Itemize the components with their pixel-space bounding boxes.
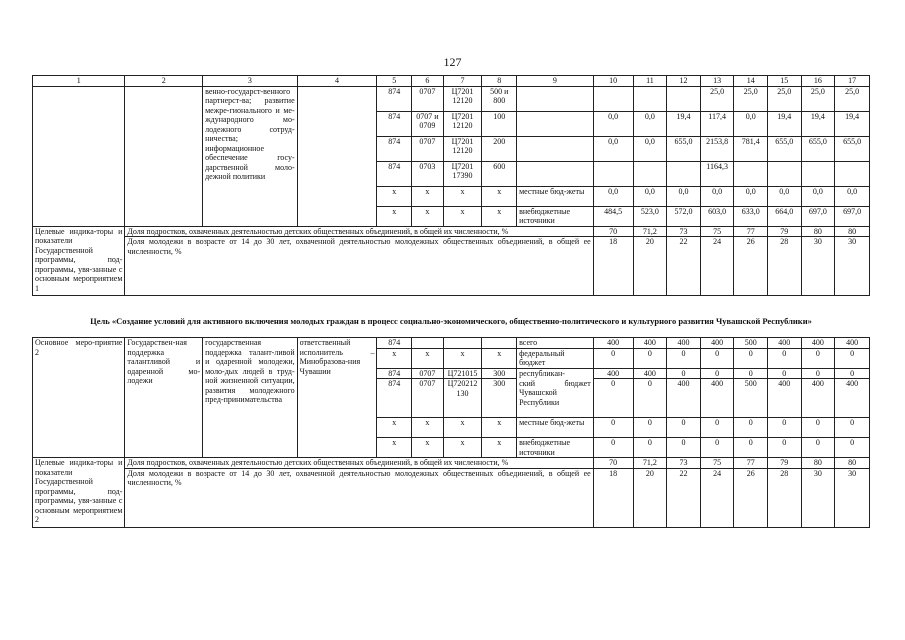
budget-value: 0707 bbox=[412, 86, 444, 111]
empty-cell bbox=[125, 86, 203, 226]
header-cell: 1 bbox=[33, 76, 125, 87]
funding-source: местные бюд-жеты bbox=[517, 418, 594, 438]
indicator-value: 80 bbox=[835, 226, 870, 237]
budget-value: 0707 bbox=[412, 136, 444, 161]
budget-value: x bbox=[377, 438, 412, 458]
indicator-value: 28 bbox=[768, 237, 802, 296]
indicator-value: 75 bbox=[700, 458, 734, 469]
budget-value bbox=[667, 86, 701, 111]
indicator-value: 20 bbox=[633, 237, 667, 296]
budget-value: 300 bbox=[482, 368, 517, 379]
empty-cell bbox=[297, 86, 377, 226]
budget-value: 0707 bbox=[412, 368, 444, 379]
budget-value: x bbox=[443, 348, 482, 368]
header-cell: 6 bbox=[412, 76, 444, 87]
indicator-value: 24 bbox=[700, 237, 734, 296]
budget-value bbox=[633, 161, 667, 186]
budget-value: 0,0 bbox=[700, 186, 734, 206]
header-cell: 15 bbox=[768, 76, 802, 87]
budget-value: 0,0 bbox=[593, 186, 633, 206]
funding-source: внебюджетные источники bbox=[517, 438, 594, 458]
budget-value: x bbox=[443, 418, 482, 438]
budget-value bbox=[593, 161, 633, 186]
indicator-value: 71,2 bbox=[633, 458, 667, 469]
header-cell: 13 bbox=[700, 76, 734, 87]
budget-value: 572,0 bbox=[667, 206, 701, 226]
page-number: 127 bbox=[443, 55, 462, 69]
budget-value: 0 bbox=[700, 348, 734, 368]
indicator-value: 79 bbox=[768, 226, 802, 237]
budget-value: 0 bbox=[593, 418, 633, 438]
budget-value: Ц7201 12120 bbox=[443, 111, 482, 136]
budget-value: 0 bbox=[633, 348, 667, 368]
budget-value: x bbox=[482, 438, 517, 458]
budget-value: 0 bbox=[734, 418, 768, 438]
budget-value: 603,0 bbox=[700, 206, 734, 226]
budget-value: x bbox=[412, 206, 444, 226]
budget-value: 2153,8 bbox=[700, 136, 734, 161]
budget-value: 25,0 bbox=[768, 86, 802, 111]
indicator-value: 77 bbox=[734, 458, 768, 469]
indicator-value: 20 bbox=[633, 468, 667, 527]
funding-source bbox=[517, 161, 594, 186]
budget-value: 874 bbox=[377, 161, 412, 186]
indicator-value: 73 bbox=[667, 458, 701, 469]
budget-value: 400 bbox=[801, 338, 835, 349]
budget-value bbox=[482, 338, 517, 349]
budget-value: 300 bbox=[482, 379, 517, 418]
indicator-text: Доля молодежи в возрасте от 14 до 30 лет, охваченной деятельностью молодежных общественных объединений, в общей ее численности, % bbox=[125, 468, 593, 527]
budget-value: x bbox=[377, 186, 412, 206]
budget-value: 0,0 bbox=[667, 186, 701, 206]
budget-table-measure-2 bbox=[32, 337, 870, 528]
indicator-value: 71,2 bbox=[633, 226, 667, 237]
measure-name: Основное меро-приятие 2 bbox=[33, 338, 125, 458]
budget-value: 874 bbox=[377, 111, 412, 136]
header-cell: 3 bbox=[203, 76, 298, 87]
funding-source: местные бюд-жеты bbox=[517, 186, 594, 206]
indicator-value: 75 bbox=[700, 226, 734, 237]
budget-value: 0 bbox=[768, 348, 802, 368]
budget-value: 0 bbox=[835, 438, 870, 458]
budget-value: 0,0 bbox=[734, 111, 768, 136]
budget-value: x bbox=[482, 348, 517, 368]
budget-value: 0 bbox=[633, 379, 667, 418]
budget-value: 400 bbox=[700, 338, 734, 349]
budget-value: 0,0 bbox=[633, 136, 667, 161]
budget-value: 400 bbox=[835, 379, 870, 418]
funding-source: ский бюджет Чувашской Республики bbox=[517, 379, 594, 418]
budget-value: 484,5 bbox=[593, 206, 633, 226]
funding-source bbox=[517, 86, 594, 111]
budget-value: 655,0 bbox=[835, 136, 870, 161]
budget-value: 0 bbox=[801, 418, 835, 438]
budget-value: 0 bbox=[633, 438, 667, 458]
indicator-value: 73 bbox=[667, 226, 701, 237]
budget-value: 400 bbox=[801, 379, 835, 418]
budget-value: 781,4 bbox=[734, 136, 768, 161]
indicator-value: 30 bbox=[835, 468, 870, 527]
budget-value: 0,0 bbox=[734, 186, 768, 206]
header-row bbox=[33, 76, 870, 87]
indicator-value: 24 bbox=[700, 468, 734, 527]
budget-value bbox=[801, 161, 835, 186]
budget-value: 19,4 bbox=[667, 111, 701, 136]
budget-value: x bbox=[377, 206, 412, 226]
budget-value: 200 bbox=[482, 136, 517, 161]
indicator-label: Целевые индика-торы и показатели Государственной программы, под-программы, увя-занные с основным мероприятием 1 bbox=[33, 226, 125, 296]
indicator-row bbox=[33, 468, 870, 527]
indicator-value: 80 bbox=[801, 226, 835, 237]
budget-value: 664,0 bbox=[768, 206, 802, 226]
funding-source bbox=[517, 136, 594, 161]
budget-value: 0 bbox=[593, 438, 633, 458]
budget-value: x bbox=[443, 206, 482, 226]
budget-value bbox=[667, 161, 701, 186]
budget-value: 0 bbox=[667, 438, 701, 458]
indicator-value: 30 bbox=[801, 468, 835, 527]
budget-value bbox=[633, 86, 667, 111]
budget-value: x bbox=[443, 186, 482, 206]
header-cell: 11 bbox=[633, 76, 667, 87]
budget-value: 874 bbox=[377, 368, 412, 379]
budget-value bbox=[443, 338, 482, 349]
budget-value: 25,0 bbox=[835, 86, 870, 111]
budget-value: 0 bbox=[801, 438, 835, 458]
budget-value: 0 bbox=[700, 418, 734, 438]
budget-value bbox=[835, 161, 870, 186]
budget-value: 0 bbox=[734, 348, 768, 368]
indicator-value: 80 bbox=[835, 458, 870, 469]
budget-value: 0 bbox=[801, 368, 835, 379]
budget-value: 0 bbox=[734, 368, 768, 379]
budget-value: x bbox=[412, 438, 444, 458]
goal-heading: Цель «Создание условий для активного включения молодых граждан в процесс социально-экономического, общественно-политического и культурного развития Чувашской Республики» bbox=[90, 316, 812, 326]
budget-value bbox=[593, 86, 633, 111]
budget-value: 0707 и 0709 bbox=[412, 111, 444, 136]
budget-value: x bbox=[482, 186, 517, 206]
budget-value: 655,0 bbox=[667, 136, 701, 161]
budget-value: x bbox=[482, 418, 517, 438]
indicator-value: 30 bbox=[801, 237, 835, 296]
budget-value: 0 bbox=[835, 348, 870, 368]
budget-value: 0 bbox=[593, 348, 633, 368]
budget-value: 697,0 bbox=[801, 206, 835, 226]
indicator-text: Доля подростков, охваченных деятельностью детских общественных объединений, в общей их численности, % bbox=[125, 458, 593, 469]
budget-value: x bbox=[412, 418, 444, 438]
indicator-value: 70 bbox=[593, 226, 633, 237]
budget-value: 0 bbox=[667, 418, 701, 438]
budget-value: 19,4 bbox=[835, 111, 870, 136]
budget-value: 523,0 bbox=[633, 206, 667, 226]
budget-value: 500 bbox=[734, 379, 768, 418]
indicator-value: 26 bbox=[734, 468, 768, 527]
measure-description: государственная поддержка талант-ливой и одаренной молодежи, моло-дых людей в труд-ной жизненной ситуации, развития молодежного пред-принимательства bbox=[203, 338, 298, 458]
budget-value: 400 bbox=[593, 338, 633, 349]
budget-value: 0,0 bbox=[593, 111, 633, 136]
budget-value: 1164,3 bbox=[700, 161, 734, 186]
budget-value: 0,0 bbox=[801, 186, 835, 206]
budget-value: Ц7201 17390 bbox=[443, 161, 482, 186]
budget-value: 400 bbox=[667, 379, 701, 418]
budget-value: 0 bbox=[801, 348, 835, 368]
header-cell: 12 bbox=[667, 76, 701, 87]
header-cell: 2 bbox=[125, 76, 203, 87]
funding-source: всего bbox=[517, 338, 594, 349]
budget-value: Ц7201 12120 bbox=[443, 86, 482, 111]
budget-value bbox=[412, 338, 444, 349]
indicator-value: 22 bbox=[667, 468, 701, 527]
indicator-row bbox=[33, 226, 870, 237]
budget-value: 400 bbox=[667, 338, 701, 349]
budget-value bbox=[768, 161, 802, 186]
budget-table-continuation bbox=[32, 75, 870, 296]
budget-value: 25,0 bbox=[700, 86, 734, 111]
budget-value: 25,0 bbox=[801, 86, 835, 111]
responsible-executor: ответственный исполнитель – Минобразова-ния Чувашии bbox=[297, 338, 377, 458]
budget-value: x bbox=[377, 418, 412, 438]
budget-value: 19,4 bbox=[801, 111, 835, 136]
indicator-text: Доля подростков, охваченных деятельностью детских общественных объединений, в общей их численности, % bbox=[125, 226, 593, 237]
indicator-value: 70 bbox=[593, 458, 633, 469]
funding-source bbox=[517, 111, 594, 136]
indicator-row bbox=[33, 237, 870, 296]
funding-source: республикан- bbox=[517, 368, 594, 379]
budget-value: 0 bbox=[734, 438, 768, 458]
budget-value: 600 bbox=[482, 161, 517, 186]
budget-value: 633,0 bbox=[734, 206, 768, 226]
budget-value: 655,0 bbox=[801, 136, 835, 161]
budget-value: 0 bbox=[768, 368, 802, 379]
budget-value: 400 bbox=[633, 368, 667, 379]
budget-row bbox=[33, 338, 870, 349]
budget-value: 400 bbox=[768, 338, 802, 349]
budget-value: 400 bbox=[835, 338, 870, 349]
budget-value: 0 bbox=[633, 418, 667, 438]
budget-value: x bbox=[482, 206, 517, 226]
funding-source: федеральный бюджет bbox=[517, 348, 594, 368]
indicator-value: 22 bbox=[667, 237, 701, 296]
measure-description: венно-государст-венного партнерст-ва; развитие межре-гионального и ме-ждународного мо-лодежного сотруд-ничества; информационное обеспечение госу-дарственной моло-дежной политики bbox=[203, 86, 298, 226]
indicator-value: 30 bbox=[835, 237, 870, 296]
header-cell: 4 bbox=[297, 76, 377, 87]
budget-value bbox=[734, 161, 768, 186]
budget-value: 500 и 800 bbox=[482, 86, 517, 111]
header-cell: 7 bbox=[443, 76, 482, 87]
budget-value: 25,0 bbox=[734, 86, 768, 111]
budget-value: 0707 bbox=[412, 379, 444, 418]
budget-value: 0,0 bbox=[633, 111, 667, 136]
budget-value: 100 bbox=[482, 111, 517, 136]
budget-value: Ц721015 bbox=[443, 368, 482, 379]
budget-value: 0 bbox=[835, 418, 870, 438]
indicator-value: 80 bbox=[801, 458, 835, 469]
indicator-value: 18 bbox=[593, 237, 633, 296]
header-cell: 16 bbox=[801, 76, 835, 87]
budget-value: 874 bbox=[377, 379, 412, 418]
budget-value: 400 bbox=[768, 379, 802, 418]
budget-value: 19,4 bbox=[768, 111, 802, 136]
budget-value: 400 bbox=[633, 338, 667, 349]
budget-value: x bbox=[443, 438, 482, 458]
header-cell: 8 bbox=[482, 76, 517, 87]
measure-title: Государствен-ная поддержка талантливой и одаренной мо-лодежи bbox=[125, 338, 203, 458]
indicator-label: Целевые индика-торы и показатели Государственной программы, под-программы, увя-занные с основным мероприятием 2 bbox=[33, 458, 125, 528]
header-cell: 14 bbox=[734, 76, 768, 87]
budget-value: Ц720212 130 bbox=[443, 379, 482, 418]
empty-cell bbox=[33, 86, 125, 226]
budget-value: 0 bbox=[835, 368, 870, 379]
budget-value: 0,0 bbox=[633, 186, 667, 206]
budget-value: 0 bbox=[667, 368, 701, 379]
funding-source: внебюджетные источники bbox=[517, 206, 594, 226]
budget-value: 0 bbox=[768, 438, 802, 458]
budget-value: 0,0 bbox=[768, 186, 802, 206]
header-cell: 5 bbox=[377, 76, 412, 87]
budget-value: 874 bbox=[377, 86, 412, 111]
budget-value: 0 bbox=[700, 438, 734, 458]
budget-value: 0 bbox=[667, 348, 701, 368]
indicator-text: Доля молодежи в возрасте от 14 до 30 лет, охваченной деятельностью молодежных общественных объединений, в общей ее численности, % bbox=[125, 237, 593, 296]
header-cell: 9 bbox=[517, 76, 594, 87]
budget-value: x bbox=[412, 348, 444, 368]
budget-value: 0,0 bbox=[835, 186, 870, 206]
budget-value: 500 bbox=[734, 338, 768, 349]
indicator-value: 28 bbox=[768, 468, 802, 527]
budget-value: 0 bbox=[593, 379, 633, 418]
budget-value: 400 bbox=[593, 368, 633, 379]
budget-value: 697,0 bbox=[835, 206, 870, 226]
budget-value: x bbox=[377, 348, 412, 368]
budget-row bbox=[33, 86, 870, 111]
header-cell: 10 bbox=[593, 76, 633, 87]
indicator-value: 77 bbox=[734, 226, 768, 237]
budget-value: 0 bbox=[700, 368, 734, 379]
budget-value: 0 bbox=[768, 418, 802, 438]
budget-value: 874 bbox=[377, 338, 412, 349]
budget-value: 655,0 bbox=[768, 136, 802, 161]
budget-value: x bbox=[412, 186, 444, 206]
header-cell: 17 bbox=[835, 76, 870, 87]
budget-value: 400 bbox=[700, 379, 734, 418]
indicator-value: 79 bbox=[768, 458, 802, 469]
budget-value: 874 bbox=[377, 136, 412, 161]
budget-value: Ц7201 12120 bbox=[443, 136, 482, 161]
indicator-value: 26 bbox=[734, 237, 768, 296]
indicator-row bbox=[33, 458, 870, 469]
budget-value: 117,4 bbox=[700, 111, 734, 136]
budget-value: 0,0 bbox=[593, 136, 633, 161]
indicator-value: 18 bbox=[593, 468, 633, 527]
budget-value: 0703 bbox=[412, 161, 444, 186]
